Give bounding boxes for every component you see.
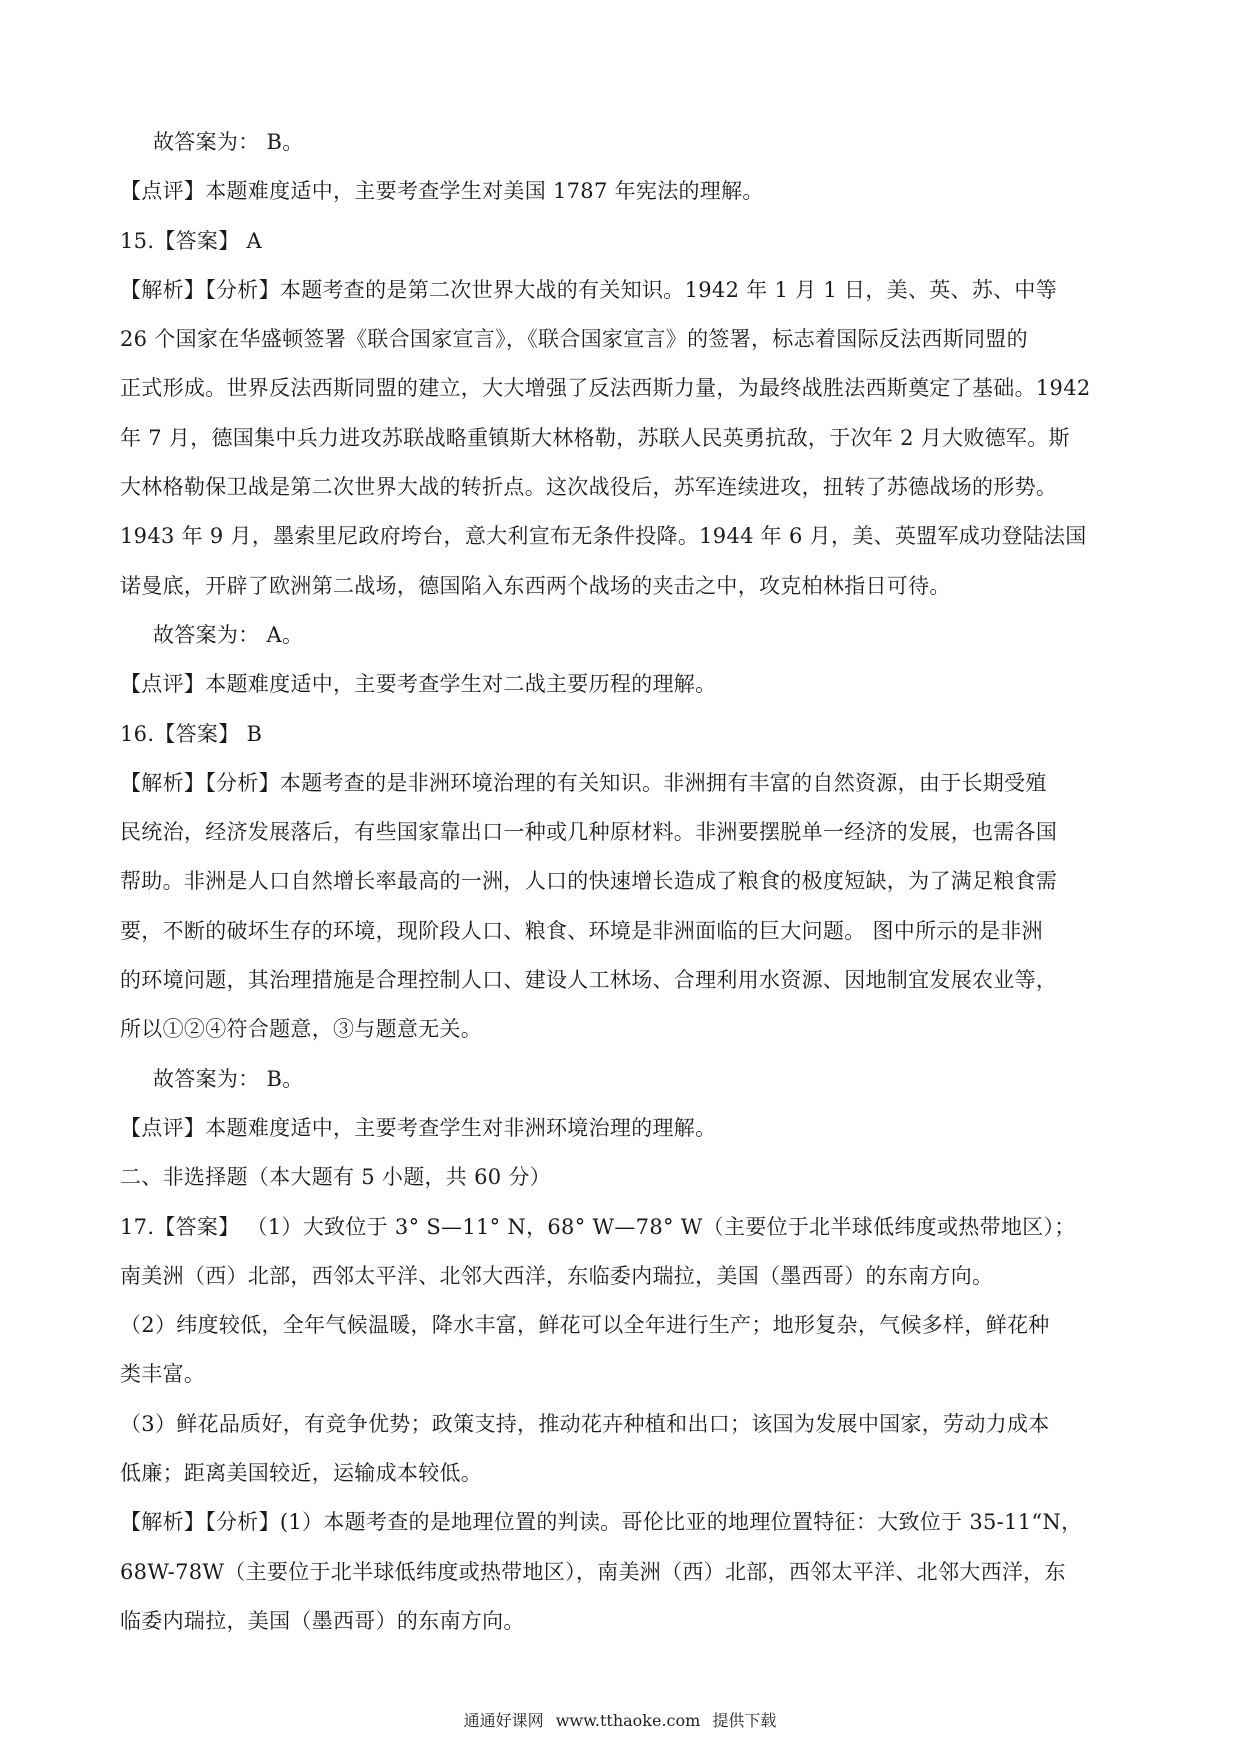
text-line: 故答案为： B。: [153, 130, 304, 154]
footer-url[interactable]: www.tthaoke.com: [555, 1711, 701, 1730]
footer-suffix: 提供下载: [712, 1711, 777, 1730]
text-line: 【解析】【分析】本题考查的是第二次世界大战的有关知识。1942 年 1 月 1 日，美、英、苏、中等: [120, 277, 1058, 302]
text-line: 【解析】【分析】本题考查的是非洲环境治理的有关知识。非洲拥有丰富的自然资源，由于长期受殖: [120, 770, 1047, 795]
text-line: 【点评】本题难度适中，主要考查学生对二战主要历程的理解。: [120, 672, 717, 697]
text-line: 的环境问题，其治理措施是合理控制人口、建设人工林场、合理利用水资源、因地制宜发展农业等，: [120, 968, 1058, 993]
text-line: 【点评】本题难度适中，主要考查学生对非洲环境治理的理解。: [120, 1115, 717, 1140]
text-line: 15.【答案】 A: [120, 228, 262, 253]
text-line: 民统治，经济发展落后，有些国家靠出口一种或几种原材料。非洲要摆脱单一经济的发展，也需各国: [120, 820, 1058, 845]
text-line: 68W-78W（主要位于北半球低纬度或热带地区），南美洲（西）北部，西邻太平洋、北邻大西洋，东: [120, 1559, 1066, 1584]
footer-site-name: 通通好课网: [463, 1711, 544, 1730]
text-line: 故答案为： A。: [153, 622, 304, 647]
text-line: 帮助。非洲是人口自然增长率最高的一洲，人口的快速增长造成了粮食的极度短缺，为了满足粮食需: [120, 869, 1058, 894]
text-line: 大林格勒保卫战是第二次世界大战的转折点。这次战役后，苏军连续进攻，扭转了苏德战场的形势。: [120, 475, 1058, 500]
text-line: 南美洲（西）北部，西邻太平洋、北邻大西洋，东临委内瑞拉，美国（墨西哥）的东南方向。: [120, 1263, 994, 1288]
text-line: 年 7 月，德国集中兵力进攻苏联战略重镇斯大林格勒，苏联人民英勇抗敌，于次年 2 月大败德军。斯: [120, 425, 1070, 450]
text-line: （3）鲜花品质好，有竞争优势；政策支持，推动花卉种植和出口；该国为发展中国家，劳动力成本: [120, 1411, 1050, 1436]
document-body: [120, 118, 1105, 1646]
text-line: 【解析】【分析】(1）本题考查的是地理位置的判读。哥伦比亚的地理位置特征：大致位于 35-11“N，: [120, 1510, 1083, 1535]
text-line: 二、非选择题（本大题有 5 小题，共 60 分）: [120, 1165, 551, 1190]
text-line: 低廉；距离美国较近，运输成本较低。: [120, 1461, 483, 1486]
page-footer: [0, 1708, 1240, 1731]
text-line: 16.【答案】 B: [120, 721, 263, 746]
text-line: 诺曼底，开辟了欧洲第二战场，德国陷入东西两个战场的夹击之中，攻克柏林指日可待。: [120, 573, 951, 598]
text-line: 临委内瑞拉，美国（墨西哥）的东南方向。: [120, 1608, 525, 1633]
text-line: 故答案为： B。: [153, 1066, 304, 1091]
text-line: 1943 年 9 月，墨索里尼政府垮台，意大利宣布无条件投降。1944 年 6 月，美、英盟军成功登陆法国: [120, 524, 1087, 549]
text-line: （2）纬度较低，全年气候温暖，降水丰富，鲜花可以全年进行生产；地形复杂，气候多样，鲜花种: [120, 1313, 1050, 1338]
text-line: 17.【答案】 （1）大致位于 3° S—11° N，68° W—78° W（主要位于北半球低纬度或热带地区）；: [120, 1214, 1076, 1239]
text-line: 要，不断的破坏生存的环境，现阶段人口、粮食、环境是非洲面临的巨大问题。 图中所示的是非洲: [120, 918, 1043, 943]
text-line: 【点评】本题难度适中，主要考查学生对美国 1787 年宪法的理解。: [120, 179, 764, 204]
text-line: 类丰富。: [120, 1362, 206, 1387]
text-line: 正式形成。世界反法西斯同盟的建立，大大增强了反法西斯力量，为最终战胜法西斯奠定了基础。1942: [120, 376, 1091, 401]
text-line: 所以①②④符合题意，③与题意无关。: [120, 1017, 483, 1042]
text-line: 26 个国家在华盛顿签署《联合国家宣言》，《联合国家宣言》的签署，标志着国际反法西斯同盟的: [120, 327, 1028, 352]
